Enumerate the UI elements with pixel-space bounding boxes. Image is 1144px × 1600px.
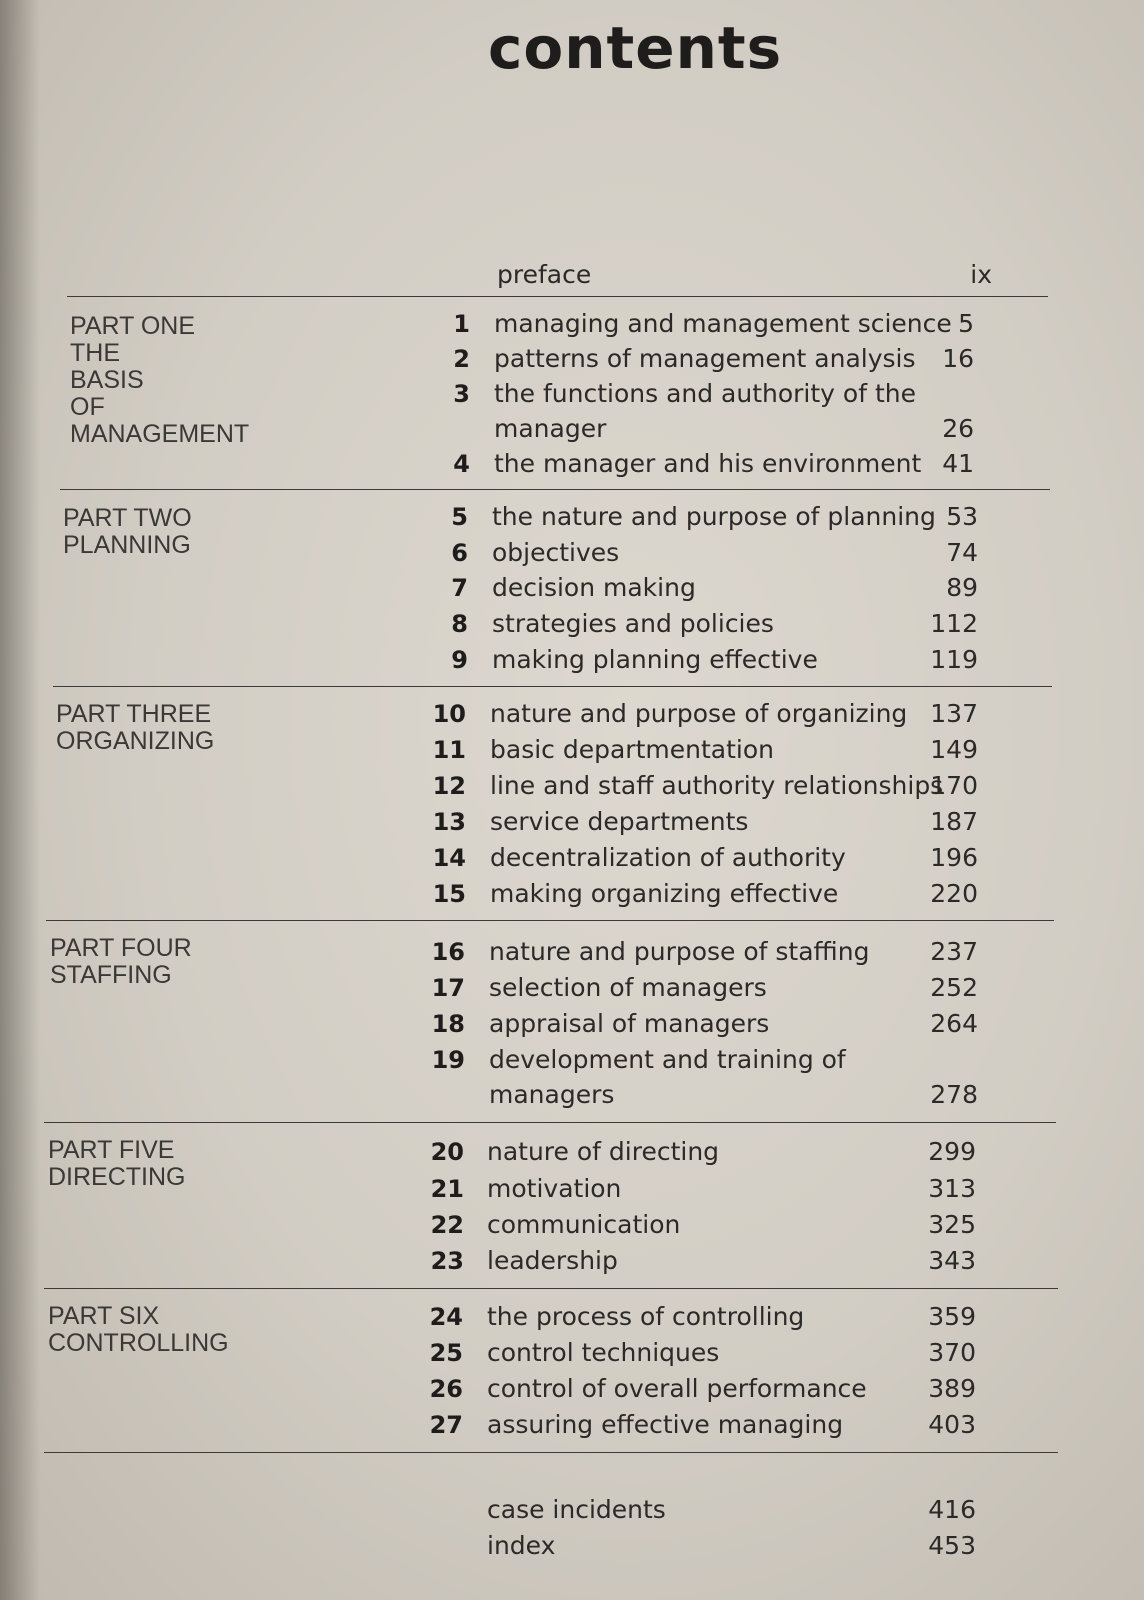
part-heading-line: PART TWO <box>63 504 192 532</box>
page-number: 403 <box>928 1410 976 1439</box>
toc-entry[interactable] <box>0 643 1144 677</box>
part-heading-line: PART FIVE <box>48 1136 175 1164</box>
toc-entry[interactable] <box>0 1007 1144 1041</box>
page-number: 299 <box>928 1137 976 1166</box>
chapter-number: 25 <box>429 1339 463 1367</box>
toc-entry[interactable] <box>0 1336 1144 1370</box>
toc-entry[interactable] <box>0 697 1144 731</box>
chapter-title: the functions and authority of the <box>494 379 916 408</box>
chapter-number: 16 <box>431 938 465 966</box>
toc-entry[interactable] <box>0 571 1144 605</box>
chapter-number: 2 <box>453 345 470 373</box>
page-number: 220 <box>930 879 978 908</box>
chapter-number: 5 <box>451 503 468 531</box>
page-number: 5 <box>958 309 974 338</box>
page-title: contents <box>488 14 783 82</box>
page-number: 389 <box>928 1374 976 1403</box>
section-divider <box>67 296 1048 297</box>
page-number: 74 <box>946 538 978 567</box>
toc-entry[interactable] <box>0 841 1144 875</box>
page-number: 370 <box>928 1338 976 1367</box>
chapter-title: nature and purpose of staffing <box>489 937 870 966</box>
page-number: 41 <box>942 449 974 478</box>
preface-label: preface <box>497 260 592 289</box>
toc-entry[interactable] <box>0 500 1144 534</box>
chapter-number: 8 <box>451 610 468 638</box>
toc-entry[interactable] <box>0 877 1144 911</box>
part-heading-line: STAFFING <box>50 961 172 989</box>
chapter-title: communication <box>487 1210 681 1239</box>
page-number: 252 <box>930 973 978 1002</box>
chapter-number: 27 <box>429 1411 463 1439</box>
part-heading-line: MANAGEMENT <box>70 420 250 448</box>
part-heading-line: OF <box>70 393 105 421</box>
chapter-number: 24 <box>429 1303 463 1331</box>
chapter-title: leadership <box>487 1246 618 1275</box>
chapter-title: strategies and policies <box>492 609 774 638</box>
part-heading-line: BASIS <box>70 366 144 394</box>
chapter-number: 9 <box>451 646 468 674</box>
part-heading-line: PART THREE <box>56 700 212 728</box>
part-heading-line: PART ONE <box>70 312 196 340</box>
section-divider <box>44 1452 1058 1453</box>
chapter-number: 19 <box>431 1046 465 1074</box>
toc-entry[interactable] <box>0 1529 1144 1563</box>
toc-entry[interactable] <box>0 339 1144 376</box>
chapter-number: 7 <box>451 574 468 602</box>
chapter-title: the process of controlling <box>487 1302 805 1331</box>
toc-entry[interactable] <box>0 607 1144 641</box>
back-matter-title: index <box>487 1531 556 1560</box>
toc-entry[interactable] <box>0 536 1144 570</box>
toc-entry[interactable] <box>0 447 1144 481</box>
page-number: 170 <box>930 771 978 800</box>
chapter-title: nature of directing <box>487 1137 720 1166</box>
toc-entry[interactable] <box>0 769 1144 803</box>
page-number: 313 <box>928 1174 976 1203</box>
page-number: 237 <box>930 937 978 966</box>
back-matter-title: case incidents <box>487 1495 666 1524</box>
toc-entry[interactable] <box>0 1493 1144 1527</box>
toc-entry[interactable] <box>0 805 1144 839</box>
chapter-title: decentralization of authority <box>490 843 846 872</box>
chapter-title: line and staff authority relationships <box>490 771 944 800</box>
page-number: 416 <box>928 1495 976 1524</box>
page-number: 26 <box>942 414 974 443</box>
toc-entry[interactable] <box>0 971 1144 1005</box>
toc-entry[interactable] <box>0 1135 1144 1169</box>
chapter-title: assuring effective managing <box>487 1410 844 1439</box>
page-number: 343 <box>928 1246 976 1275</box>
page-number: 89 <box>946 573 978 602</box>
chapter-title: control techniques <box>487 1338 720 1367</box>
section-divider <box>46 920 1054 921</box>
chapter-title: control of overall performance <box>487 1374 867 1403</box>
chapter-number: 18 <box>431 1010 465 1038</box>
page-number: 453 <box>928 1531 976 1560</box>
toc-entry[interactable] <box>0 377 1144 446</box>
chapter-number: 14 <box>432 844 466 872</box>
toc-entry[interactable] <box>0 935 1144 969</box>
part-heading-line: THE <box>70 339 120 367</box>
section-divider <box>53 686 1052 687</box>
chapter-title: selection of managers <box>489 973 767 1002</box>
chapter-number: 4 <box>453 450 470 478</box>
page-number: 359 <box>928 1302 976 1331</box>
page-number: 119 <box>930 645 978 674</box>
toc-entry[interactable] <box>0 1208 1144 1242</box>
chapter-title: motivation <box>487 1174 622 1203</box>
chapter-title: nature and purpose of organizing <box>490 699 908 728</box>
page-number: 16 <box>942 344 974 373</box>
chapter-number: 10 <box>432 700 466 728</box>
chapter-title: objectives <box>492 538 620 567</box>
chapter-title: appraisal of managers <box>489 1009 770 1038</box>
section-divider <box>60 489 1050 490</box>
chapter-number: 6 <box>451 539 468 567</box>
chapter-number: 23 <box>430 1247 464 1275</box>
toc-entry[interactable] <box>0 1300 1144 1334</box>
chapter-title: managing and management science <box>494 309 952 338</box>
chapter-title: basic departmentation <box>490 735 774 764</box>
toc-entry[interactable] <box>0 1172 1144 1206</box>
chapter-title: the manager and his environment <box>494 449 922 478</box>
part-heading-line: PART SIX <box>48 1302 160 1330</box>
chapter-title: making planning effective <box>492 645 818 674</box>
chapter-title: decision making <box>492 573 696 602</box>
chapter-number: 3 <box>453 380 470 408</box>
page-number: 325 <box>928 1210 976 1239</box>
part-heading-line: CONTROLLING <box>48 1329 229 1357</box>
page-number: 264 <box>930 1009 978 1038</box>
page-number: 278 <box>930 1080 978 1109</box>
chapter-number: 26 <box>429 1375 463 1403</box>
toc-entry[interactable] <box>0 1244 1144 1278</box>
page-number: 112 <box>930 609 978 638</box>
part-heading-line: ORGANIZING <box>56 727 215 755</box>
page-number: 53 <box>946 502 978 531</box>
toc-entry[interactable] <box>0 1408 1144 1442</box>
preface-page: ix <box>970 260 992 289</box>
part-heading-line: PART FOUR <box>50 934 192 962</box>
part-heading-line: DIRECTING <box>48 1163 186 1191</box>
chapter-number: 17 <box>431 974 465 1002</box>
chapter-title: development and training of <box>489 1045 846 1074</box>
chapter-title: the nature and purpose of planning <box>492 502 936 531</box>
page-number: 137 <box>930 699 978 728</box>
toc-entry[interactable] <box>0 307 1144 341</box>
chapter-title: making organizing effective <box>490 879 839 908</box>
toc-entry[interactable] <box>0 1372 1144 1406</box>
page-number: 196 <box>930 843 978 872</box>
chapter-number: 22 <box>430 1211 464 1239</box>
chapter-number: 20 <box>430 1138 464 1166</box>
chapter-title: service departments <box>490 807 749 836</box>
chapter-title-continued: managers <box>489 1080 615 1109</box>
preface-row[interactable] <box>0 258 1144 292</box>
chapter-title: patterns of management analysis <box>494 344 916 373</box>
chapter-number: 15 <box>432 880 466 908</box>
chapter-number: 11 <box>432 736 466 764</box>
page-number: 187 <box>930 807 978 836</box>
page-number: 149 <box>930 735 978 764</box>
chapter-number: 12 <box>432 772 466 800</box>
part-heading-line: PLANNING <box>63 531 191 559</box>
chapter-number: 21 <box>430 1175 464 1203</box>
toc-entry[interactable] <box>0 1043 1144 1112</box>
section-divider <box>44 1288 1058 1289</box>
chapter-number: 1 <box>453 310 470 338</box>
toc-entry[interactable] <box>0 733 1144 767</box>
chapter-title-continued: manager <box>494 414 607 443</box>
section-divider <box>44 1122 1056 1123</box>
chapter-number: 13 <box>432 808 466 836</box>
